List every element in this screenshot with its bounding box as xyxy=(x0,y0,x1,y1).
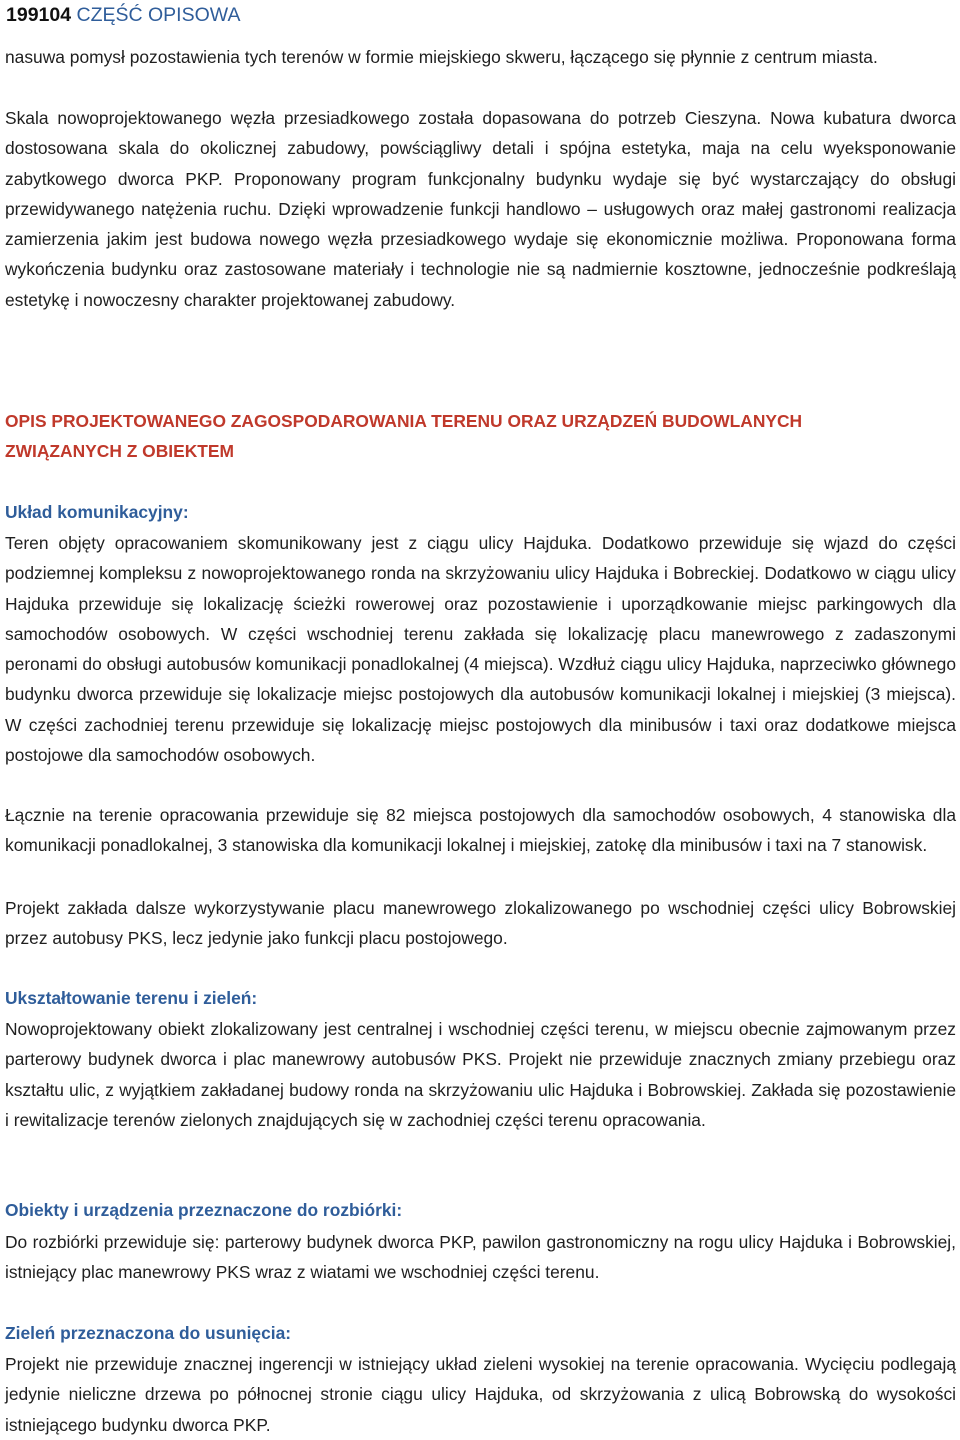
traffic-paragraph-2: Łącznie na terenie opracowania przewiduje się 82 miejsca postojowych dla samochodów osobowych, 4 stanowiska dla komunikacji ponadlokalnej, 3 stanowiska dla komunikacji lokalnej i miejskiej, zatokę dla minibusów i taxi na 7 stanowisk. xyxy=(5,805,956,856)
traffic-paragraph-1: Teren objęty opracowaniem skomunikowany jest z ciągu ulicy Hajduka. Dodatkowo przewiduje się wjazd do części podziemnej kompleksu z nowoprojektowanego ronda na skrzyżowaniu ulicy Hajduka i Bobreckiej. Dodatkowo w ciągu ulicy Hajduka przewiduje się lokalizację ścieżki rowerowej oraz pozostawienie i uporządkowanie miejsc parkingowych dla samochodów osobowych. W części wschodniej terenu zakłada się lokalizację placu manewrowego z zadaszonymi peronami do obsługi autobusów komunikacji ponadlokalnej (4 miejsca). Wzdłuż ciągu ulicy Hajduka, naprzeciwko głównego budynku dworca przewiduje się lokalizacje miejsc postojowych dla autobusów komunikacji lokalnej i miejskiej (3 miejsca). W części zachodniej terenu przewiduje się lokalizację miejsc postojowych dla minibusów i taxi oraz dodatkowe miejsca postojowe dla samochodów osobowych. xyxy=(5,533,956,766)
demolition-heading: Obiekty i urządzenia przeznaczone do rozbiórki: xyxy=(5,1200,403,1220)
main-heading-line-1: OPIS PROJEKTOWANEGO ZAGOSPODAROWANIA TERENU ORAZ URZĄDZEŃ BUDOWLANYCH xyxy=(5,411,803,431)
document-number: 199104 xyxy=(6,4,72,26)
traffic-heading: Układ komunikacyjny: xyxy=(5,502,189,522)
greenery-paragraph-1: Projekt nie przewiduje znacznej ingerencji w istniejący układ zieleni wysokiej na terenie opracowania. Wycięciu podlegają jedynie nieliczne drzewa po północnej stronie ciągu ulicy Hajduka, od skrzyżowania z ulicą Bobrowską do wysokości istniejącego budynku dworca PKP. xyxy=(5,1354,956,1435)
terrain-paragraph-1: Nowoprojektowany obiekt zlokalizowany jest centralnej i wschodniej części terenu, w miejscu obecnie zajmowanym przez parterowy budynek dworca i plac manewrowy autobusów PKS. Projekt nie przewiduje znacznych zmiany przebiegu oraz kształtu ulic, z wyjątkiem zakładanej budowy ronda na skrzyżowaniu ulic Hajduka i Bobrowskiej. Zakłada się pozostawienie i rewitalizacje terenów zielonych znajdujących się w zachodniej części terenu opracowania. xyxy=(5,1019,956,1130)
greenery-heading: Zieleń przeznaczona do usunięcia: xyxy=(5,1323,292,1343)
main-heading xyxy=(5,406,956,466)
document-section-title: CZĘŚĆ OPISOWA xyxy=(76,4,241,26)
intro-paragraph-1: nasuwa pomysł pozostawienia tych terenów w formie miejskiego skweru, łączącego się płynnie z centrum miasta. xyxy=(5,47,878,67)
demolition-paragraph-1: Do rozbiórki przewiduje się: parterowy budynek dworca PKP, pawilon gastronomiczny na rogu ulicy Hajduka i Bobrowskiej, istniejący plac manewrowy PKS wraz z wiatami we wschodniej części terenu. xyxy=(5,1232,956,1283)
intro-paragraph-2: Skala nowoprojektowanego węzła przesiadkowego została dopasowana do potrzeb Cieszyna. Nowa kubatura dworca dostosowana skala do okolicznej zabudowy, powściągliwy detali i spójna estetyka, maja na celu wyeksponowanie zabytkowego dworca PKP. Proponowany program funkcjonalny budynku wydaje się być wystarczający do obsługi przewidywanego natężenia ruchu. Dzięki wprowadzenie funkcji handlowo – usługowych oraz małej gastronomi realizacja zamierzenia jakim jest budowa nowego węzła przesiadkowego wydaje się ekonomicznie możliwa. Proponowana forma wykończenia budynku oraz zastosowane materiały i technologie nie są nadmiernie kosztowne, jednocześnie podkreślają estetykę i nowoczesny charakter projektowanej zabudowy. xyxy=(5,108,956,310)
terrain-heading: Ukształtowanie terenu i zieleń: xyxy=(5,988,258,1008)
main-heading-line-2: ZWIĄZANYCH Z OBIEKTEM xyxy=(5,441,234,461)
traffic-paragraph-3: Projekt zakłada dalsze wykorzystywanie placu manewrowego zlokalizowanego po wschodniej części ulicy Bobrowskiej przez autobusy PKS, lecz jedynie jako funkcji placu postojowego. xyxy=(5,898,956,949)
document-header xyxy=(6,3,240,27)
